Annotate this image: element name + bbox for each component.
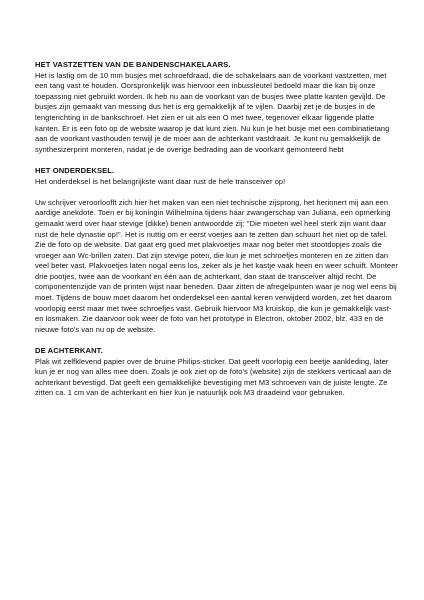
paragraph-achterkant: Plak wit zelfklevend papier over de bruine Philips-sticker. Dat geeft voorlopig een beetje aankleding, later kun je er nog van alles mee doen. Zoals je ook ziet op de foto's (website) zijn de stekkers verticaal aan de achterkant bevestigd. Dat geeft een gemakkelijke bevestiging met M3 schroeven van de juiste lengte. Ze zitten ca. 1 cm van de achterkant en hier kun je natuurlijk ook M3 draadeind voor gebruiken. bbox=[35, 356, 392, 398]
spacer bbox=[35, 155, 399, 166]
spacer bbox=[35, 187, 399, 198]
document-body bbox=[35, 60, 399, 399]
paragraph-onderdeksel-body: Uw schrijver veroorloofft zich hier het maken van een niet technische zijsprong, het herinnert mij aan een aardige anekdote. Toen er bij koningin Wilhelmina tijdens haar zwangerschap van Juliana, een opmerking gemaakt werd over haar stevige (dikke) benen antwoordde zij: "Die moeten wel heel sterk zijn want daar rust de hele dynastie op!". Het is nuttig om er eerst voetjes aan te zetten dan schuurt het niet op de tafel. Zie de foto op de website. Dat gaat erg goed met plakvoetjes maar nog beter met stootdopjes zoals die vroeger aan Wc-brillen zaten. Dat zijn stevige poten, die kun je met schroefjes monteren en ze zitten dan veel beter vast. Plakvoetjes laten nogal eens los, zeker als je het kastje vaak heen en weer schuift. Monteer drie pootjes, twee aan de voorkant en één aan de achterkant, dan staat de transceiver altijd recht. De componentenzijde van de printen wijst naar beneden. Daar zitten de afregelpunten waar je nog wel eens bij moet. Tijdens de bouw moet daarom het onderdeksel een aantal keren verwijderd worden, zet het daarom voorlopig eerst maar met twee schroefjes vast. Gebruik hiervoor M3 kruiskop, die kun je gemakkelijk vast- en losmaken. Zie daarvoor ook weer de foto van het prototype in Electron, oktober 2002, blz. 433 en de nieuwe foto's van nu op de website. bbox=[35, 197, 398, 334]
section-heading-achterkant: DE ACHTERKANT. bbox=[35, 346, 103, 356]
spacer bbox=[35, 335, 399, 346]
paragraph-vastzetten: Het is lastig om de 10 mm busjes met schroefdraad, die de schakelaars aan de voorkant vastzetten, met een tang vast te houden. Oorspronkelijk was hiervoor een inbussleutel bedoeld maar die kan bij onze toepassing niet gebruikt worden. Ik heb nu aan de voorkant van de busjes twee platte kanten gevijld. De busjes zijn gemaakt van messing dus het is erg gemakkelijk af te vijlen. Daarbij zet je de busjes in de lengterichting in de bankschroef. Het zien er uit als een O met twee, tegenover elkaar liggende platte kanten. Er is een foto op de website waarop je dat kunt zien. Nu kun je het busje met een combinatietang aan de voorkant vasthouden terwijl je de moer aan de achterkant vastdraait. Je kunt nu gemakkelijk de synthesizerprint monteren, nadat je de overige bedrading aan de voorkant gemonteerd hebt bbox=[35, 70, 390, 154]
section-heading-onderdeksel: HET ONDERDEKSEL. bbox=[35, 165, 115, 175]
section-heading-vastzetten: HET VASTZETTEN VAN DE BANDENSCHAKELAARS. bbox=[35, 60, 231, 69]
paragraph-onderdeksel-intro: Het onderdeksel is het belangrijkste want daar rust de hele transceiver op! bbox=[35, 176, 286, 186]
